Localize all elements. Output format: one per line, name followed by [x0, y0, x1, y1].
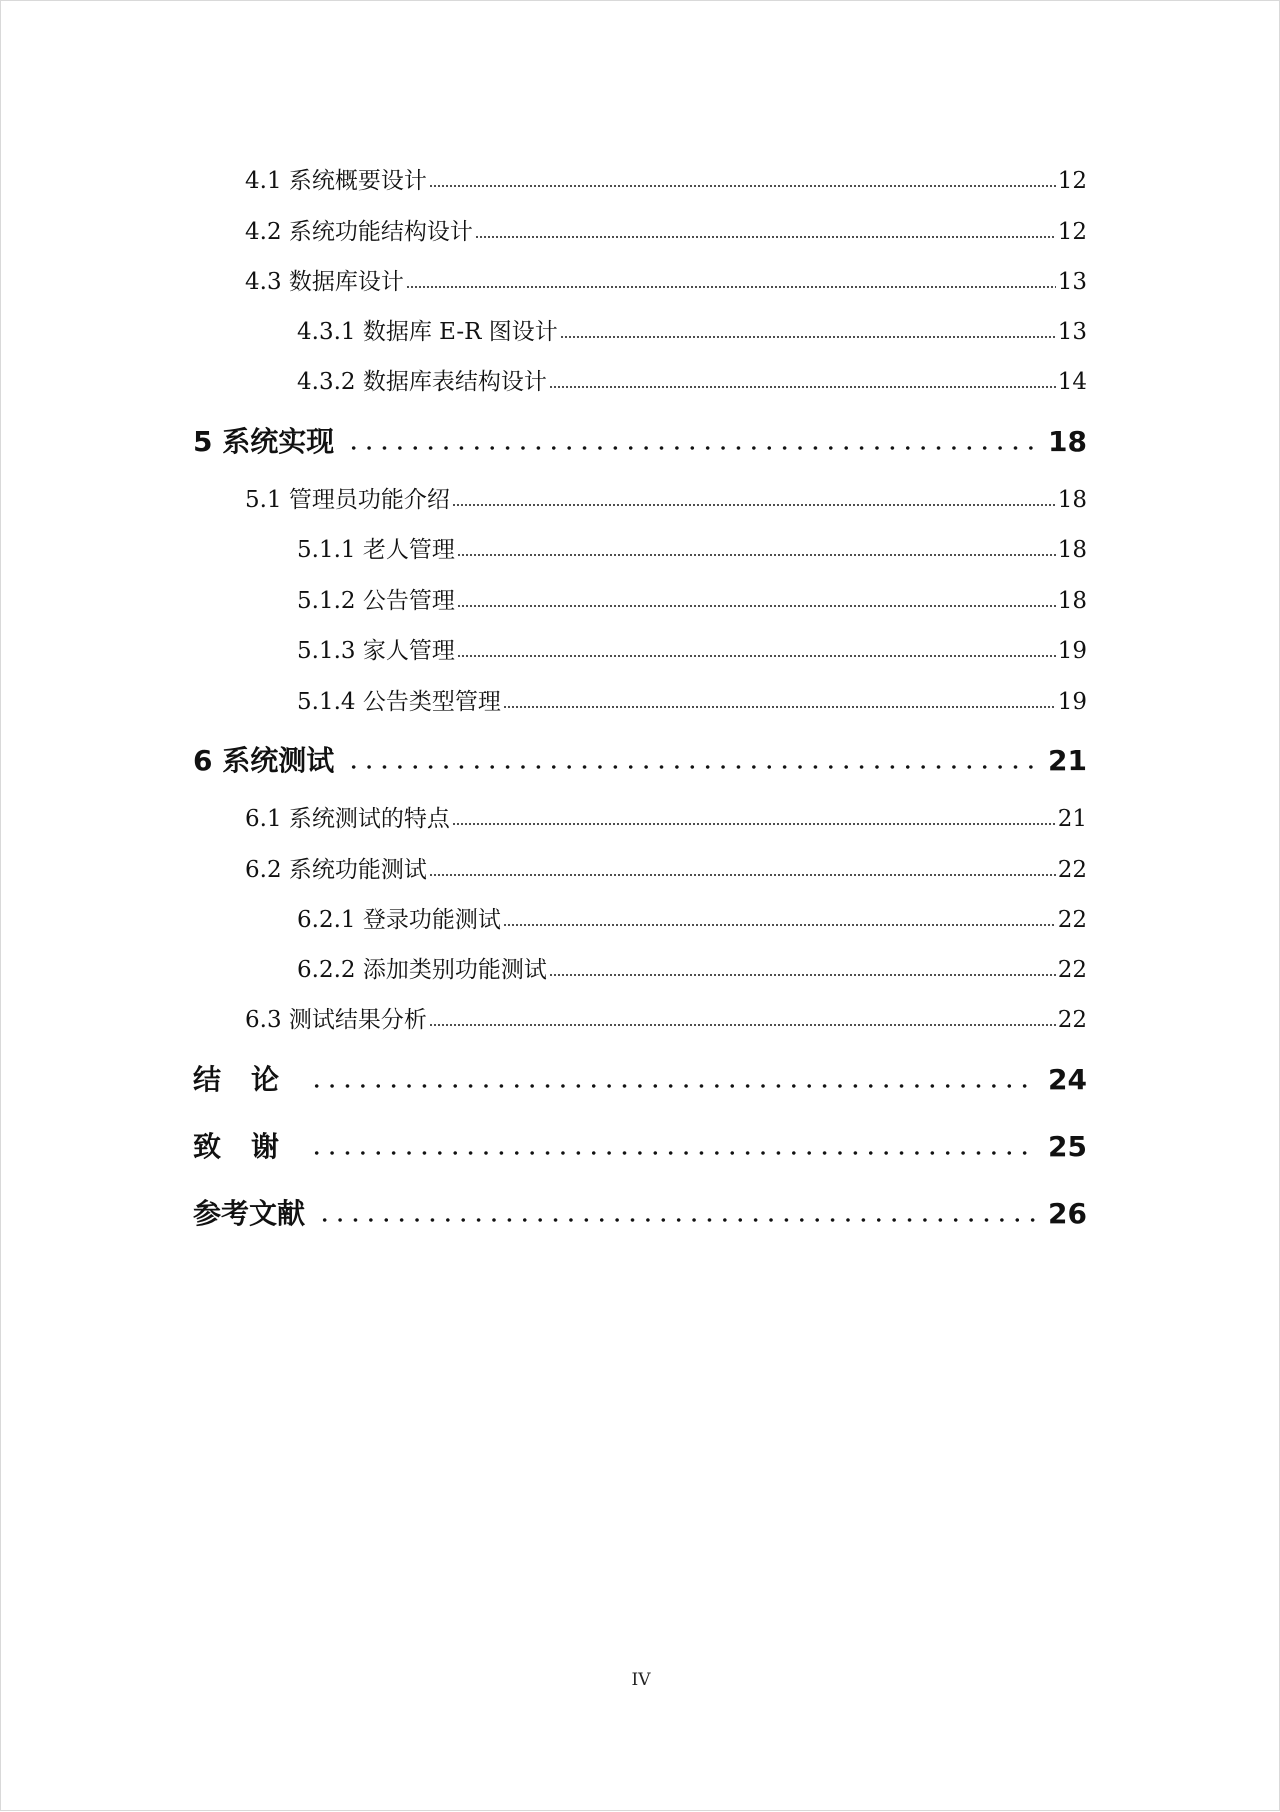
toc-chapter-page: 24: [1048, 1063, 1087, 1096]
dot-leader: [549, 385, 1056, 389]
toc-entry-page: 19: [1057, 689, 1087, 715]
dot-leader: [503, 705, 1056, 709]
toc-chapter-page: 25: [1048, 1130, 1087, 1163]
toc-entry-label: 6.3 测试结果分析: [245, 1007, 427, 1033]
toc-chapter-label: 参考文献: [193, 1197, 306, 1230]
toc-entry-6-2-2[interactable]: [297, 953, 1087, 987]
toc-entry-5-1-2[interactable]: [297, 584, 1087, 618]
dot-leader: [429, 184, 1056, 188]
dot-leader: [549, 973, 1056, 977]
toc-entry-6-1[interactable]: [245, 802, 1087, 836]
toc-chapter-5[interactable]: [193, 421, 1087, 463]
toc-entry-4-3-2[interactable]: [297, 365, 1087, 399]
dot-leader: [503, 923, 1056, 927]
toc-chapter-6[interactable]: [193, 740, 1087, 782]
toc-entry-5-1-1[interactable]: [297, 533, 1087, 567]
toc-entry-label: 5.1.2 公告管理: [297, 588, 455, 614]
toc-entry-page: 12: [1057, 168, 1087, 194]
toc-entry-4-3-1[interactable]: [297, 315, 1087, 349]
toc-chapter-page: 18: [1048, 425, 1087, 458]
toc-entry-5-1-3[interactable]: [297, 634, 1087, 668]
toc-entry-page: 22: [1057, 1007, 1087, 1033]
toc-entry-label: 4.3 数据库设计: [245, 269, 404, 295]
toc-entry-label: 4.3.1 数据库 E-R 图设计: [297, 319, 558, 345]
toc-entry-5-1-4[interactable]: [297, 685, 1087, 719]
dot-leader: [317, 1217, 1038, 1223]
toc-entry-page: 22: [1057, 857, 1087, 883]
toc-entry-page: 18: [1057, 588, 1087, 614]
dot-leader: [452, 503, 1056, 507]
page-number-footer: IV: [631, 1670, 651, 1690]
toc-entry-4-2[interactable]: [245, 215, 1087, 249]
table-of-contents: [1, 1, 1280, 1812]
toc-entry-4-1[interactable]: [245, 164, 1087, 198]
toc-entry-6-2[interactable]: [245, 853, 1087, 887]
toc-chapter-label: 致谢: [193, 1130, 310, 1163]
toc-entry-page: 18: [1057, 537, 1087, 563]
toc-entry-5-1[interactable]: [245, 483, 1087, 517]
toc-references[interactable]: [193, 1193, 1087, 1235]
toc-entry-page: 22: [1057, 957, 1087, 983]
toc-entry-6-3[interactable]: [245, 1003, 1087, 1037]
toc-entry-page: 12: [1057, 219, 1087, 245]
toc-entry-label: 5.1 管理员功能介绍: [245, 487, 450, 513]
toc-entry-label: 5.1.4 公告类型管理: [297, 689, 501, 715]
toc-chapter-page: 26: [1048, 1197, 1087, 1230]
dot-leader: [429, 873, 1056, 877]
toc-entry-label: 4.1 系统概要设计: [245, 168, 427, 194]
toc-entry-4-3[interactable]: [245, 265, 1087, 299]
dot-leader: [452, 822, 1056, 826]
toc-entry-label: 6.2.2 添加类别功能测试: [297, 957, 547, 983]
toc-chapter-label: 5 系统实现: [193, 425, 335, 458]
toc-chapter-page: 21: [1048, 744, 1087, 777]
dot-leader: [475, 235, 1056, 239]
toc-entry-label: 6.1 系统测试的特点: [245, 806, 450, 832]
dot-leader: [346, 445, 1038, 451]
toc-entry-label: 5.1.3 家人管理: [297, 638, 455, 664]
toc-chapter-label: 6 系统测试: [193, 744, 335, 777]
toc-entry-label: 4.3.2 数据库表结构设计: [297, 369, 547, 395]
toc-entry-page: 21: [1057, 806, 1087, 832]
toc-chapter-label: 结论: [193, 1063, 310, 1096]
dot-leader: [346, 764, 1038, 770]
dot-leader: [429, 1023, 1056, 1027]
toc-conclusion[interactable]: [193, 1059, 1087, 1101]
toc-entry-label: 4.2 系统功能结构设计: [245, 219, 473, 245]
toc-entry-6-2-1[interactable]: [297, 903, 1087, 937]
dot-leader: [406, 285, 1056, 289]
toc-entry-page: 14: [1057, 369, 1087, 395]
toc-acknowledgement[interactable]: [193, 1126, 1087, 1168]
toc-entry-page: 13: [1057, 269, 1087, 295]
toc-entry-page: 18: [1057, 487, 1087, 513]
toc-entry-label: 6.2 系统功能测试: [245, 857, 427, 883]
dot-leader: [560, 335, 1056, 339]
toc-entry-label: 5.1.1 老人管理: [297, 537, 455, 563]
dot-leader: [457, 604, 1056, 608]
dot-leader: [309, 1083, 1038, 1089]
toc-entry-page: 19: [1057, 638, 1087, 664]
toc-entry-page: 22: [1057, 907, 1087, 933]
toc-entry-label: 6.2.1 登录功能测试: [297, 907, 501, 933]
dot-leader: [309, 1150, 1038, 1156]
toc-entry-page: 13: [1057, 319, 1087, 345]
dot-leader: [457, 654, 1056, 658]
dot-leader: [457, 553, 1056, 557]
